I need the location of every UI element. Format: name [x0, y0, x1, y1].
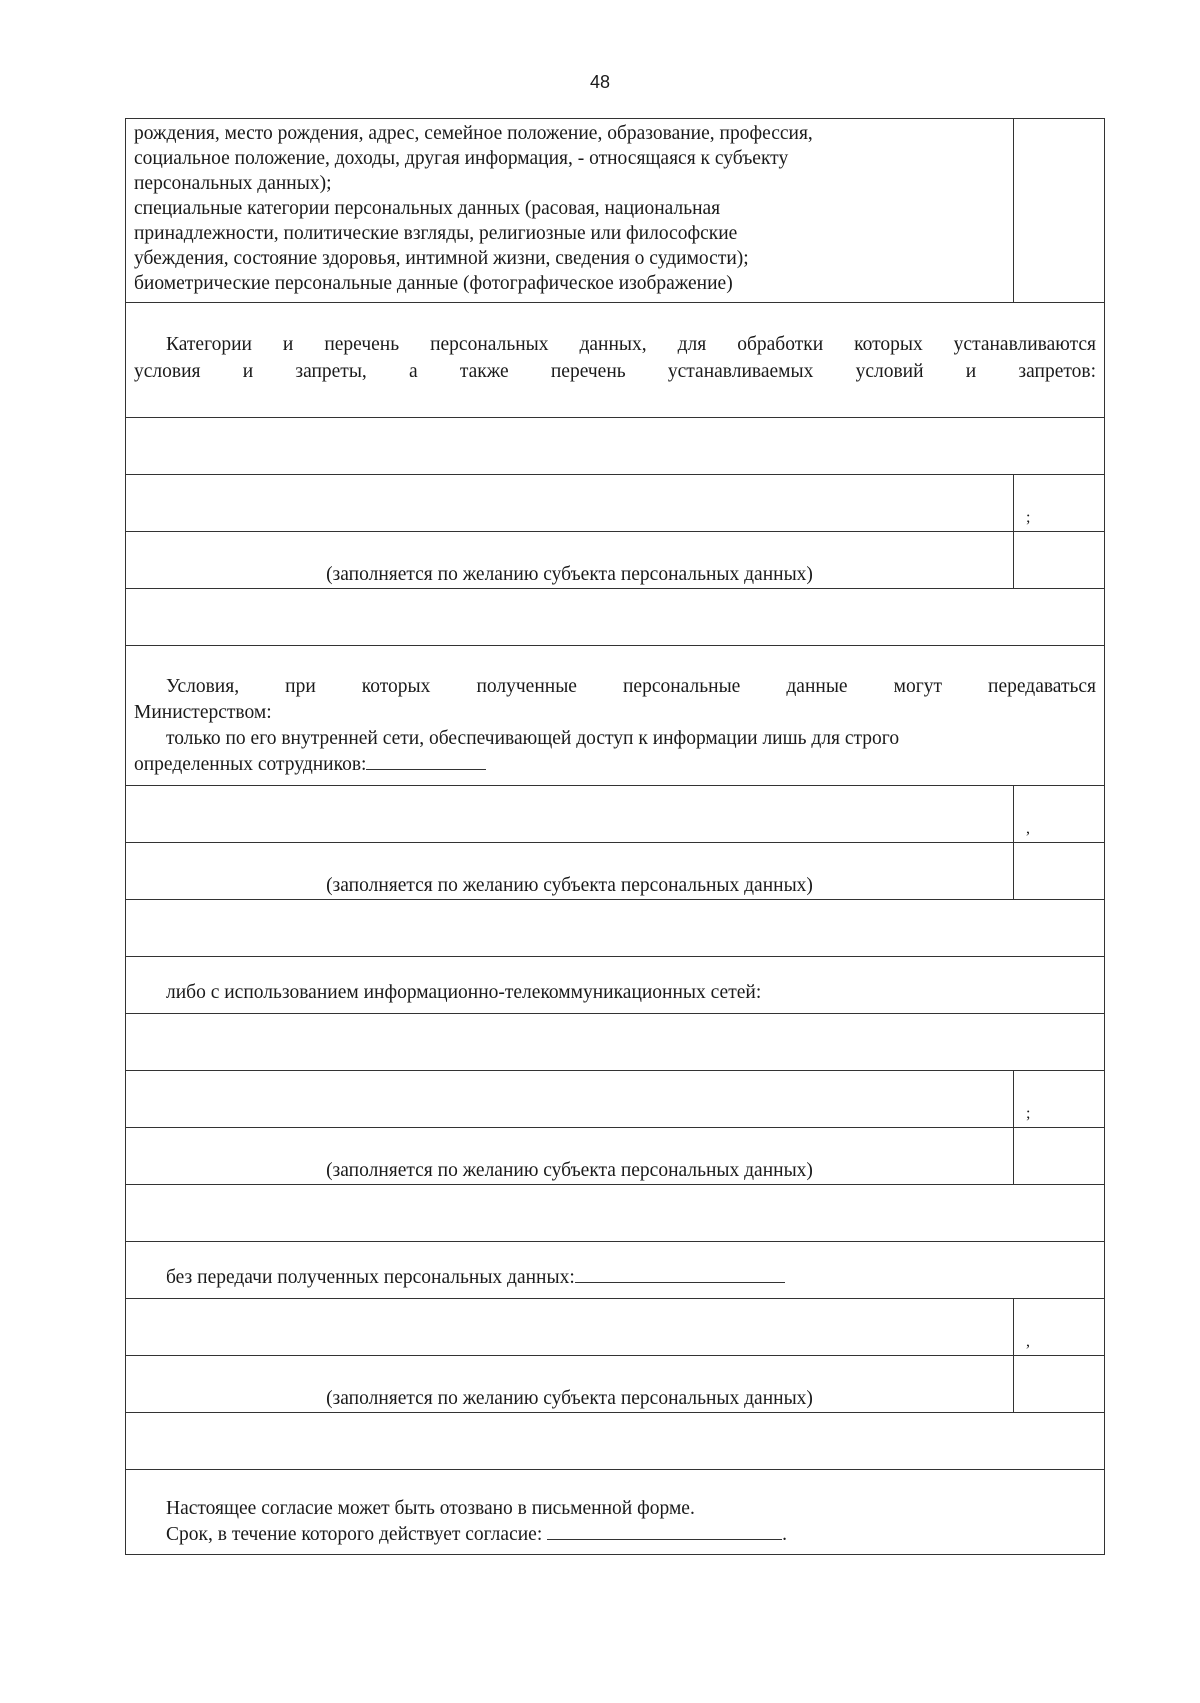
fill-underline[interactable] — [366, 769, 486, 770]
fill-underline[interactable] — [575, 1282, 785, 1283]
fill-cell[interactable] — [126, 786, 1014, 842]
fill-hint-text: (заполняется по желанию субъекта персональных данных) — [326, 875, 813, 896]
side-cell — [1014, 475, 1104, 531]
fill-row-comma[interactable] — [125, 1299, 1105, 1356]
hint-row — [125, 532, 1105, 589]
hint-row — [125, 843, 1105, 900]
conditions-line: Условия, при которых полученные персональные данные могут передаваться — [166, 676, 1096, 697]
data-types-line: биометрические персональные данные (фотографическое изображение) — [134, 273, 733, 294]
hint-cell — [126, 1356, 1014, 1412]
categories-row — [125, 303, 1105, 418]
validity-label: Срок, в течение которого действует согласие: — [166, 1524, 543, 1545]
fill-hint-text: (заполняется по желанию субъекта персональных данных) — [326, 1388, 813, 1409]
consent-form-table — [125, 118, 1105, 1555]
fill-cell[interactable] — [126, 1299, 1014, 1355]
blank-fill-row[interactable] — [125, 1185, 1105, 1242]
closing-text — [126, 1470, 1104, 1554]
fill-hint-text: (заполняется по желанию субъекта персональных данных) — [326, 564, 813, 585]
conditions-line-text: определенных сотрудников: — [134, 754, 367, 775]
hint-cell — [126, 843, 1014, 899]
hint-cell — [126, 1128, 1014, 1184]
semicolon-mark: ; — [1026, 509, 1031, 526]
data-types-line: рождения, место рождения, адрес, семейное положение, образование, профессия, — [134, 123, 813, 144]
conditions-row — [125, 646, 1105, 786]
data-types-line: специальные категории персональных данных (расовая, национальная — [134, 198, 721, 219]
side-cell — [1014, 1356, 1104, 1412]
blank-fill-row[interactable] — [125, 1014, 1105, 1071]
validity-line — [166, 1522, 1096, 1548]
data-types-line: убеждения, состояние здоровья, интимной жизни, сведения о судимости); — [134, 248, 749, 269]
blank-fill-row[interactable] — [125, 900, 1105, 957]
blank-fill-row[interactable] — [125, 1413, 1105, 1470]
hint-cell — [126, 532, 1014, 588]
side-cell — [1014, 1128, 1104, 1184]
categories-text — [126, 303, 1104, 417]
closing-row — [125, 1470, 1105, 1555]
data-types-text — [126, 119, 1014, 302]
hint-row — [125, 1128, 1105, 1185]
side-cell — [1014, 119, 1104, 302]
side-cell — [1014, 1299, 1104, 1355]
validity-period-field[interactable] — [547, 1539, 782, 1540]
side-cell — [1014, 1071, 1104, 1127]
fill-row-comma[interactable] — [125, 786, 1105, 843]
comma-mark: , — [1026, 820, 1030, 837]
networks-text: либо с использованием информационно-телекоммуникационных сетей: — [166, 982, 762, 1003]
data-types-line: принадлежности, политические взгляды, религиозные или философские — [134, 223, 738, 244]
fill-row-semicolon[interactable] — [125, 475, 1105, 532]
no-transfer-row — [125, 1242, 1105, 1299]
categories-line: условия и запреты, а также перечень устанавливаемых условий и запретов: — [134, 361, 1096, 382]
side-cell — [1014, 532, 1104, 588]
fill-hint-text: (заполняется по желанию субъекта персональных данных) — [326, 1160, 813, 1181]
hint-row — [125, 1356, 1105, 1413]
side-cell — [1014, 786, 1104, 842]
fill-cell[interactable] — [126, 475, 1014, 531]
no-transfer-text — [126, 1242, 1104, 1298]
no-transfer-label: без передачи полученных персональных данных: — [166, 1267, 575, 1288]
fill-row-semicolon[interactable] — [125, 1071, 1105, 1128]
data-types-line: социальное положение, доходы, другая информация, - относящаяся к субъекту — [134, 148, 789, 169]
conditions-line: Министерством: — [134, 702, 272, 723]
validity-end-mark: . — [782, 1524, 787, 1545]
categories-line: Категории и перечень персональных данных, для обработки которых устанавливаются — [166, 334, 1096, 355]
conditions-text — [126, 646, 1104, 785]
semicolon-mark: ; — [1026, 1105, 1031, 1122]
networks-row — [125, 957, 1105, 1014]
blank-fill-row[interactable] — [125, 589, 1105, 646]
side-cell — [1014, 843, 1104, 899]
blank-fill-row[interactable] — [125, 418, 1105, 475]
conditions-line: только по его внутренней сети, обеспечивающей доступ к информации лишь для строго — [166, 728, 900, 749]
conditions-line — [134, 752, 1096, 778]
comma-mark: , — [1026, 1333, 1030, 1350]
page-number: 48 — [589, 72, 611, 92]
data-types-row — [125, 118, 1105, 303]
revocation-line: Настоящее согласие может быть отозвано в письменной форме. — [166, 1498, 695, 1519]
fill-cell[interactable] — [126, 1071, 1014, 1127]
data-types-line: персональных данных); — [134, 173, 332, 194]
